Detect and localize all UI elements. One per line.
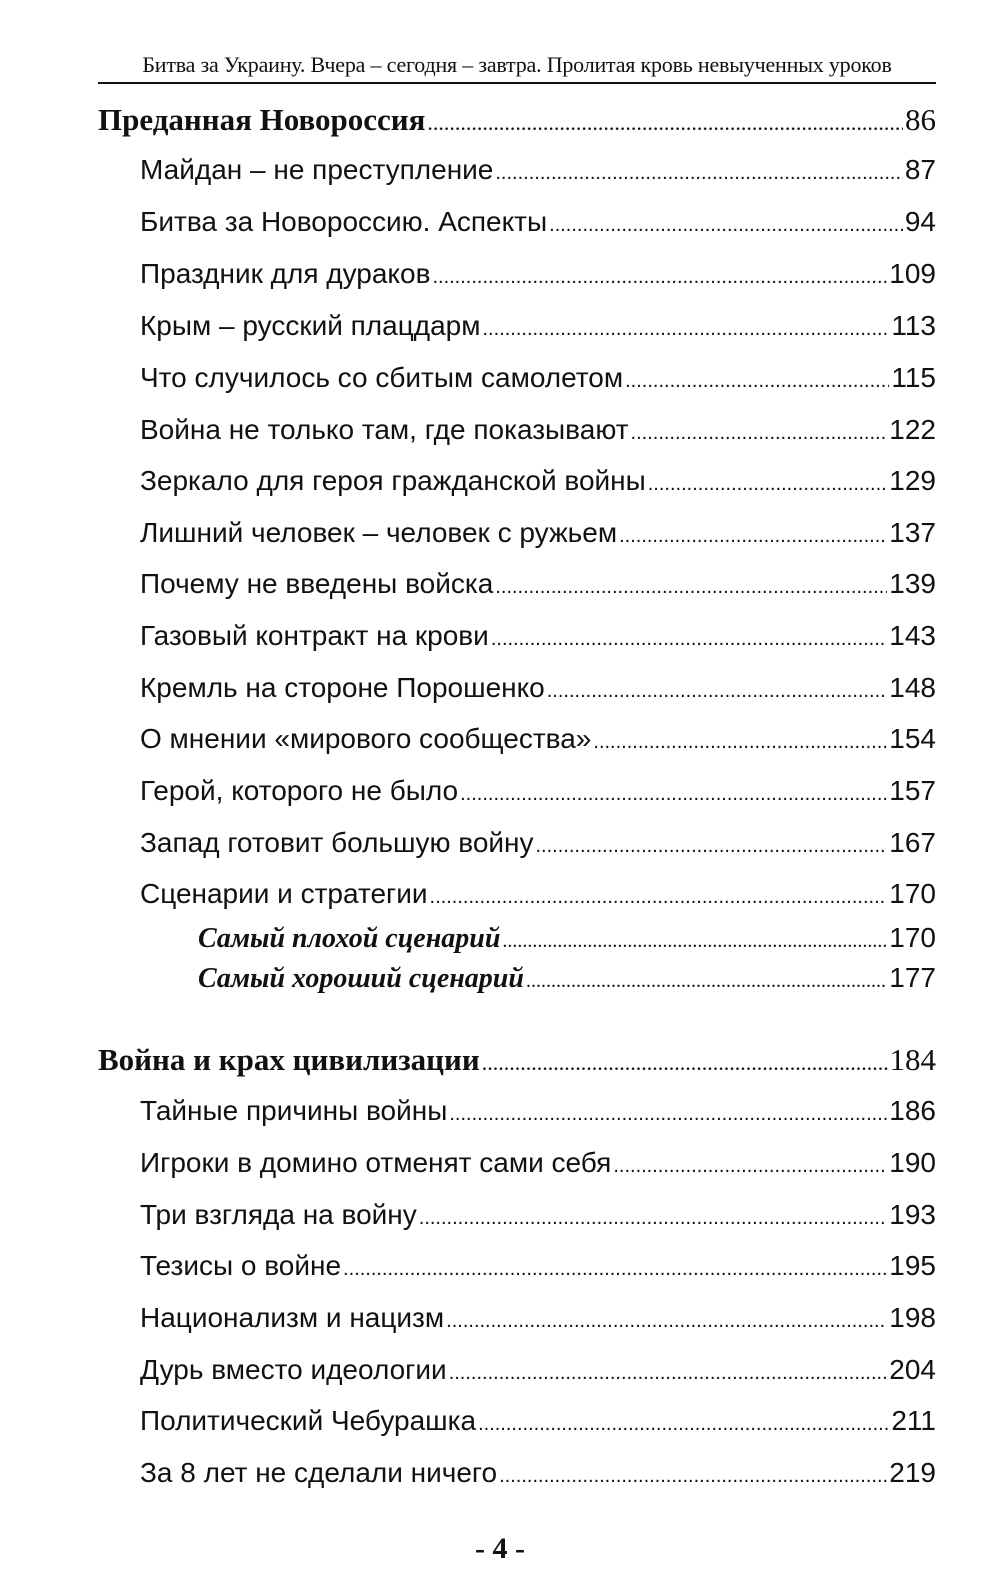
toc-entry-title: За 8 лет не сделали ничего (140, 1457, 498, 1488)
toc-entry-page: 122 (889, 414, 936, 445)
toc-entry-page: 137 (889, 517, 936, 548)
toc-chapter-entry (140, 154, 936, 186)
dot-leader (427, 110, 903, 136)
toc-chapter-entry (140, 723, 936, 755)
toc-entry-title: Три взгляда на войну (140, 1199, 417, 1230)
dot-leader (495, 162, 902, 185)
toc-entry-page: 170 (889, 922, 936, 953)
toc-chapter-entry (140, 568, 936, 600)
toc-part-entry (98, 102, 936, 138)
toc-entry-page: 157 (889, 775, 936, 806)
dot-leader (526, 970, 887, 993)
toc-chapter-entry (140, 517, 936, 549)
page-number: - 4 - (475, 1532, 525, 1565)
dot-leader (536, 835, 888, 858)
toc-entry-page: 184 (889, 1042, 936, 1077)
dot-leader (495, 576, 887, 599)
dot-leader (648, 473, 888, 496)
toc-entry-title: Национализм и нацизм (140, 1302, 445, 1333)
toc-entry-page: 129 (889, 465, 936, 496)
toc-entry-page: 219 (889, 1457, 936, 1488)
toc-entry-page: 204 (889, 1354, 936, 1385)
toc-chapter-entry (140, 1354, 936, 1386)
toc-entry-page: 148 (889, 672, 936, 703)
toc-entry-page: 86 (905, 102, 936, 137)
toc-entry-title: Политический Чебурашка (140, 1405, 477, 1436)
dot-leader (430, 886, 888, 909)
toc-entry-title: Что случилось со сбитым самолетом (140, 362, 624, 393)
toc-entry-page: 186 (889, 1095, 936, 1126)
toc-chapter-entry (140, 362, 936, 394)
toc-chapter-entry (140, 775, 936, 807)
toc-chapter-entry (140, 672, 936, 704)
toc-entry-page: 154 (889, 723, 936, 754)
toc-entry-page: 139 (889, 568, 936, 599)
dot-leader (625, 370, 889, 393)
toc-entry-title: Преданная Новороссия (98, 102, 426, 137)
toc-entry-title: Сценарии и стратегии (140, 878, 428, 909)
toc-entry-page: 198 (889, 1302, 936, 1333)
toc-part-entry (98, 1042, 936, 1078)
toc-chapter-entry (140, 1302, 936, 1334)
dot-leader (631, 422, 888, 445)
toc-entry-title: Лишний человек – человек с ружьем (140, 517, 618, 548)
dot-leader (446, 1310, 887, 1333)
toc-entry-page: 177 (889, 962, 936, 993)
toc-entry-title: О мнении «мирового сообщества» (140, 723, 592, 754)
dot-leader (547, 680, 888, 703)
toc-entry-title: Майдан – не преступление (140, 154, 494, 185)
toc-entry-page: 170 (889, 878, 936, 909)
toc-chapter-entry (140, 310, 936, 342)
toc-chapter-entry (140, 1250, 936, 1282)
toc-entry-page: 115 (891, 362, 936, 393)
dot-leader (343, 1258, 887, 1281)
toc-chapter-entry (140, 206, 936, 238)
toc-entry-title: Самый хороший сценарий (198, 963, 524, 994)
toc-chapter-entry (140, 258, 936, 290)
dot-leader (613, 1155, 887, 1178)
toc-entry-page: 113 (891, 310, 936, 341)
toc-entry-title: Война и крах цивилизации (98, 1042, 480, 1077)
toc-chapter-entry (140, 1147, 936, 1179)
dot-leader (482, 318, 889, 341)
dot-leader (593, 731, 887, 754)
dot-leader (449, 1362, 888, 1385)
toc-chapter-entry (140, 1457, 936, 1489)
toc-entry-page: 193 (889, 1199, 936, 1230)
toc-chapter-entry (140, 878, 936, 910)
toc-entry-page: 94 (904, 206, 936, 237)
toc-chapter-entry (140, 1095, 936, 1127)
toc-entry-title: Крым – русский плацдарм (140, 310, 481, 341)
toc-chapter-entry (140, 1405, 936, 1437)
toc-entry-title: Игроки в домино отменят сами себя (140, 1147, 612, 1178)
toc-chapter-entry (140, 414, 936, 446)
toc-entry-title: Тайные причины войны (140, 1095, 448, 1126)
toc-entry-title: Газовый контракт на крови (140, 620, 489, 651)
running-head: Битва за Украину. Вчера – сегодня – завтра. Пролитая кровь невыученных уроков (142, 52, 892, 77)
toc-chapter-entry (140, 827, 936, 859)
toc-entry-title: Почему не введены войска (140, 568, 494, 599)
dot-leader (449, 1103, 887, 1126)
toc-entry-title: Тезисы о войне (140, 1250, 342, 1281)
toc-entry-title: Зеркало для героя гражданской войны (140, 465, 646, 496)
dot-leader (502, 930, 887, 953)
dot-leader (499, 1465, 887, 1488)
toc-entry-page: 109 (889, 258, 936, 289)
toc-entry-page: 211 (891, 1405, 936, 1436)
dot-leader (460, 783, 887, 806)
toc-entry-title: Запад готовит большую войну (140, 827, 534, 858)
toc-entry-title: Битва за Новороссию. Аспекты (140, 206, 548, 237)
toc-entry-page: 167 (889, 827, 936, 858)
dot-leader (419, 1207, 888, 1230)
toc-chapter-entry (140, 620, 936, 652)
dot-leader (478, 1413, 889, 1436)
dot-leader (482, 1050, 888, 1076)
toc-entry-page: 190 (889, 1147, 936, 1178)
toc-subsection-entry (198, 962, 936, 995)
toc-subsection-entry (198, 922, 936, 955)
toc-entry-title: Война не только там, где показывают (140, 414, 629, 445)
dot-leader (432, 266, 887, 289)
toc-chapter-entry (140, 1199, 936, 1231)
toc-entry-page: 143 (889, 620, 936, 651)
toc-entry-title: Праздник для дураков (140, 258, 431, 289)
toc-entry-title: Самый плохой сценарий (198, 923, 501, 954)
toc-chapter-entry (140, 465, 936, 497)
toc-entry-title: Дурь вместо идеологии (140, 1354, 447, 1385)
dot-leader (491, 628, 887, 651)
dot-leader (619, 525, 887, 548)
toc-entry-title: Герой, которого не было (140, 775, 459, 806)
toc-entry-page: 87 (904, 154, 936, 185)
toc-entry-title: Кремль на стороне Порошенко (140, 672, 545, 703)
dot-leader (549, 214, 903, 237)
toc-entry-page: 195 (889, 1250, 936, 1281)
